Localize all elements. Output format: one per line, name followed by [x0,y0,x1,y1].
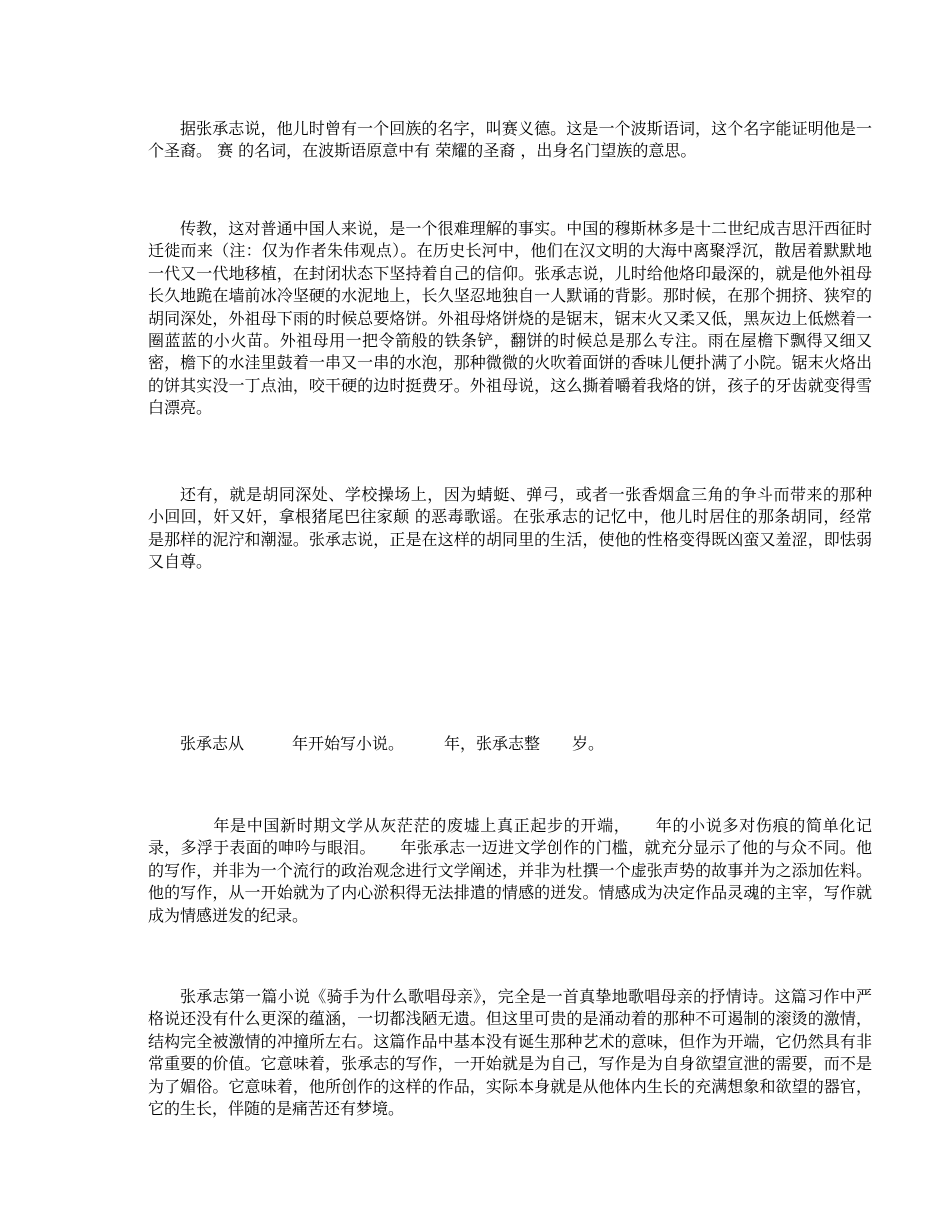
paragraph-saiyide-name: 据张承志说，他儿时曾有一个回族的名字，叫赛义德。这是一个波斯语词，这个名字能证明他是一个圣裔。 赛 的名词，在波斯语原意中有 荣耀的圣裔 ，出身名门望族的意思。 [148,119,872,161]
paragraph-hutong-childhood: 还有，就是胡同深处、学校操场上，因为蜻蜓、弹弓，或者一张香烟盒三角的争斗而带来的那种 小回回，奸又奸，拿根猪尾巴往家颠 的恶毒歌谣。在张承志的记忆中，他儿时居住的那条胡同，经常是那样的泥泞和潮湿。张承志说，正是在这样的胡同里的生活，使他的性格变得既凶蛮又羞涩，即怯弱又自尊。 [148,485,872,572]
paragraph-new-era-literature: 年是中国新时期文学从灰茫茫的废墟上真正起步的开端， 年的小说多对伤痕的简单化记录，多浮于表面的呻吟与眼泪。 年张承志一迈进文学创作的门槛，就充分显示了他的与众不同。他的写作，并非为一个流行的政治观念进行文学阐述，并非为杜撰一个虚张声势的故事并为之添加佐料。他的写作，从一开始就为了内心淤积得无法排遣的情感的迸发。情感成为决定作品灵魂的主宰，写作就成为情感迸发的纪录。 [148,816,872,925]
paragraph-first-novel: 张承志第一篇小说《骑手为什么歌唱母亲》，完全是一首真挚地歌唱母亲的抒情诗。这篇习作中严格说还没有什么更深的蕴涵，一切都浅陋无遗。但这里可贵的是涌动着的那种不可遏制的滚烫的激情，结构完全被激情的冲撞所左右。这篇作品中基本没有诞生那种艺术的意味，但作为开端，它仍然具有非常重要的价值。它意味着，张承志的写作，一开始就是为自己，写作是为自身欲望宣泄的需要，而不是为了媚俗。它意味着，他所创作的这样的作品，实际本身就是从他体内生长的充满想象和欲望的器官，它的生长，伴随的是痛苦还有梦境。 [148,987,872,1119]
paragraph-grandmother-memory: 传教，这对普通中国人来说，是一个很难理解的事实。中国的穆斯林多是十二世纪成吉思汗西征时迁徙而来（注：仅为作者朱伟观点）。在历史长河中，他们在汉文明的大海中离聚浮沉，散居着默默地一代又一代地移植，在封闭状态下坚持着自己的信仰。张承志说，儿时给他烙印最深的，就是他外祖母长久地跪在墙前冰冷坚硬的水泥地上，长久坚忍地独自一人默诵的背影。那时候，在那个拥挤、狭窄的胡同深处，外祖母下雨的时候总要烙饼。外祖母烙饼烧的是锯末，锯末火又柔又低，黑灰边上低燃着一圈蓝蓝的小火苗。外祖母用一把令箭般的铁条铲，翻饼的时候总是那么专注。雨在屋檐下飘得又细又密，檐下的水洼里鼓着一串又一串的水泡，那种微微的火吹着面饼的香味儿便扑满了小院。锯末火烙出的饼其实没一丁点油，咬干硬的边时挺费牙。外祖母说，这么撕着嚼着我烙的饼，孩子的牙齿就变得雪白漂亮。 [148,219,872,418]
paragraph-writing-start: 张承志从 年开始写小说。 年，张承志整 岁。 [180,734,605,753]
